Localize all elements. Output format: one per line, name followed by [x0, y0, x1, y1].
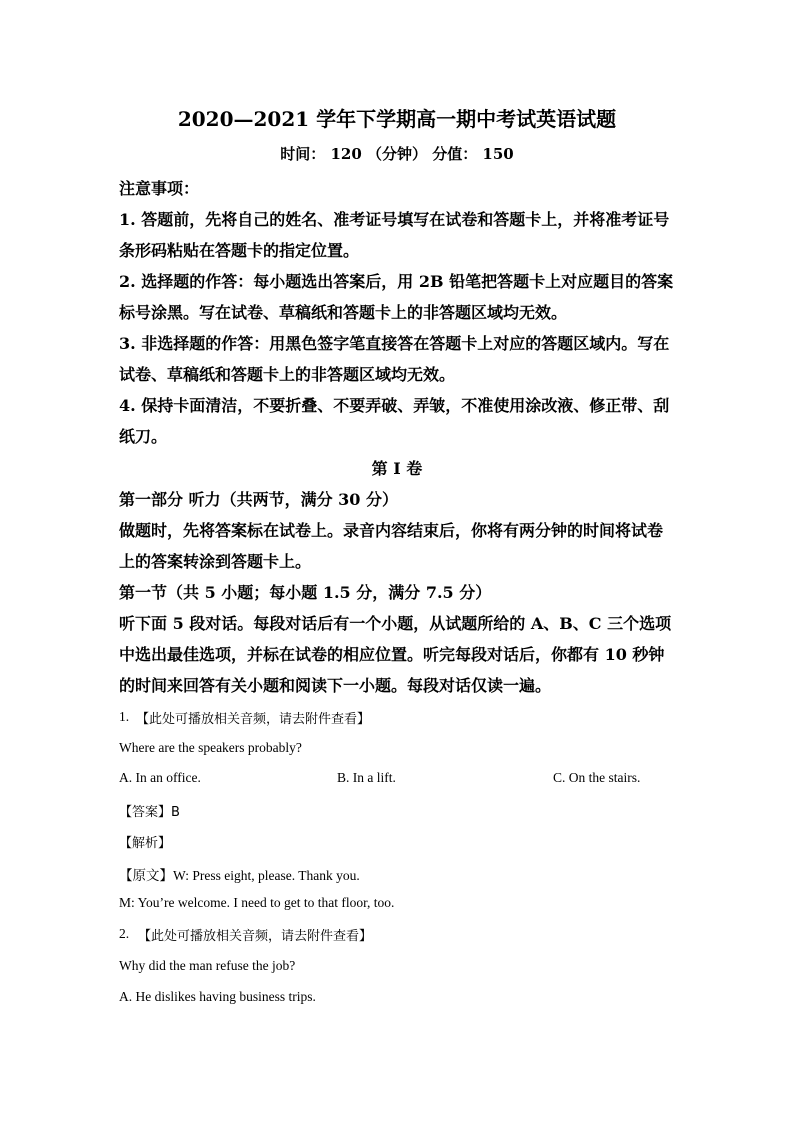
notice-line: 纸刀。 [119, 427, 168, 446]
audio-note[interactable]: 【此处可播放相关音频，请去附件查看】 [138, 929, 373, 944]
volume-heading: 第 I 卷 [371, 459, 423, 478]
section-heading: 第一节（共 5 小题；每小题 1.5 分，满分 7.5 分） [119, 583, 492, 602]
part-intro-line: 上的答案转涂到答题卡上。 [119, 552, 312, 571]
option-b: B. In a lift. [337, 770, 396, 785]
option-a: A. In an office. [119, 770, 201, 785]
audio-note[interactable]: 【此处可播放相关音频，请去附件查看】 [136, 712, 371, 727]
question-stem: Where are the speakers probably? [119, 740, 302, 755]
exam-title: 2020—2021 学年下学期高一期中考试英语试题 [177, 107, 617, 131]
answer-label: 【答案】B [119, 805, 180, 820]
question-stem: Why did the man refuse the job? [119, 958, 296, 973]
notice-line: 标号涂黑。写在试卷、草稿纸和答题卡上的非答题区域均无效。 [119, 303, 568, 322]
option-a: A. He dislikes having business trips. [119, 989, 316, 1004]
analysis-label: 【解析】 [119, 836, 172, 851]
transcript-line: 【原文】W: Press eight, please. Thank you. [119, 868, 360, 883]
notice-line: 试卷、草稿纸和答题卡上的非答题区域均无效。 [119, 365, 456, 384]
part-heading: 第一部分 听力（共两节，满分 30 分） [119, 490, 398, 509]
section-intro-line: 中选出最佳选项，并标在试卷的相应位置。听完每段对话后，你都有 10 秒钟 [119, 645, 665, 664]
transcript-line: M: You’re welcome. I need to get to that floor, too. [119, 895, 395, 910]
notice-line: 2. 选择题的作答：每小题选出答案后，用 2B 铅笔把答题卡上对应题目的答案 [119, 272, 674, 291]
notice-line: 条形码粘贴在答题卡的指定位置。 [119, 241, 360, 260]
section-intro-line: 的时间来回答有关小题和阅读下一小题。每段对话仅读一遍。 [119, 676, 552, 695]
notice-line: 4. 保持卡面清洁，不要折叠、不要弄破、弄皱，不准使用涂改液、修正带、刮 [119, 396, 670, 415]
option-c: C. On the stairs. [553, 770, 641, 785]
question-number: 1. [119, 709, 130, 724]
exam-time-score: 时间： 120 （分钟） 分值： 150 [280, 145, 514, 163]
notice-line: 3. 非选择题的作答：用黑色签字笔直接答在答题卡上对应的答题区域内。写在 [119, 334, 670, 353]
notice-heading: 注意事项： [119, 179, 200, 198]
notice-line: 1. 答题前，先将自己的姓名、准考证号填写在试卷和答题卡上，并将准考证号 [119, 210, 670, 229]
question-number: 2. [119, 926, 130, 941]
section-intro-line: 听下面 5 段对话。每段对话后有一个小题，从试题所给的 A、B、C 三个选项 [119, 614, 672, 633]
part-intro-line: 做题时，先将答案标在试卷上。录音内容结束后，你将有两分钟的时间将试卷 [119, 521, 664, 540]
